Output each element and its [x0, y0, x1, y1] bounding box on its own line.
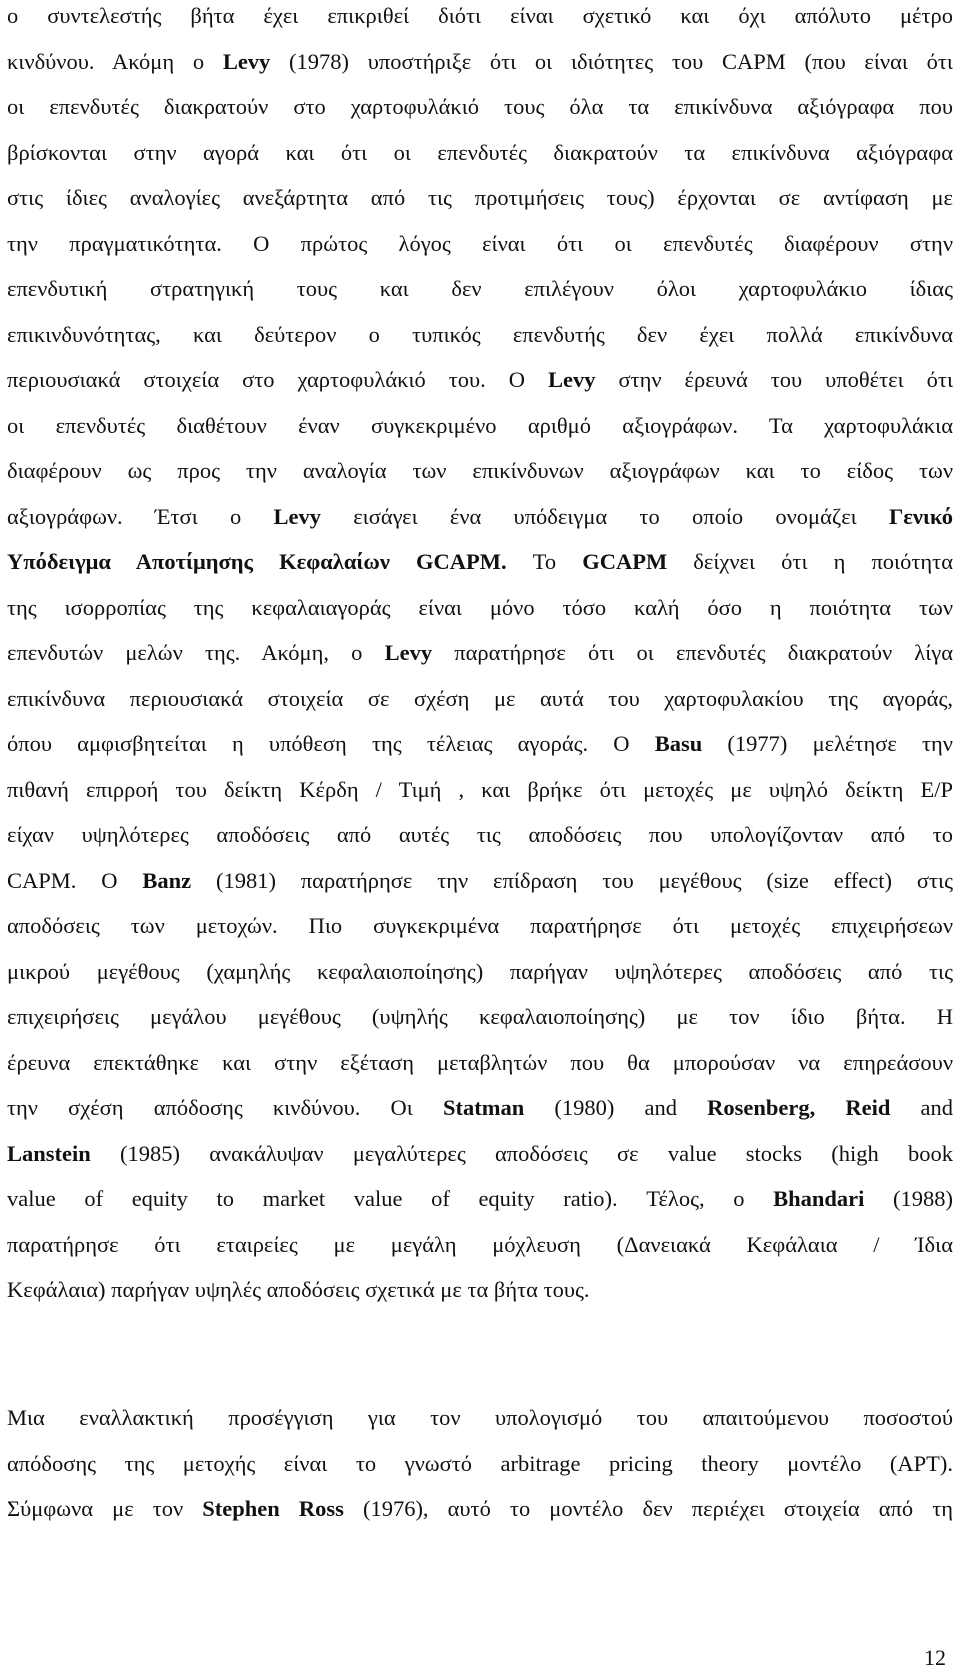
text-run: εισάγει ένα υπόδειγμα το οποίο ονομάζει — [320, 503, 889, 529]
text-line — [7, 820, 953, 850]
text-run: απόδοσης της μετοχής είναι το γνωστό arbitrage pricing theory μοντέλο (APT). — [7, 1450, 953, 1476]
text-line — [7, 1002, 953, 1032]
text-line — [7, 1048, 953, 1078]
text-line — [7, 1184, 953, 1214]
bold-text: Statman — [442, 1095, 525, 1120]
text-line — [7, 183, 953, 213]
bold-text: Υπόδειγμα Αποτίμησης Κεφαλαίων GCAPM. — [7, 549, 507, 574]
text-line — [7, 456, 953, 486]
text-line — [7, 274, 953, 304]
bold-text: Bhandari — [773, 1186, 865, 1211]
bold-text: Levy — [222, 48, 271, 74]
text-run: ο συντελεστής βήτα έχει επικριθεί διότι είναι σχετικό και όχι απόλυτο μέτρο — [7, 3, 953, 28]
text-line — [7, 547, 953, 577]
text-run: and — [890, 1095, 953, 1120]
text-run: διαφέρουν ως προς την αναλογία των επικίνδυνων αξιογράφων και το είδος των — [7, 458, 953, 483]
text-line — [7, 138, 953, 168]
text-run: επικίνδυνα περιουσιακά στοιχεία σε σχέση με αυτά του χαρτοφυλακίου της αγοράς, — [7, 685, 953, 711]
text-run: Μια εναλλακτική προσέγγιση για τον υπολογισμό του απαιτούμενου ποσοστού — [7, 1405, 953, 1430]
text-run: οι επενδυτές διαθέτουν έναν συγκεκριμένο αριθμό αξιογράφων. Τα χαρτοφυλάκια — [7, 412, 953, 438]
bold-text: Lanstein — [7, 1140, 91, 1166]
text-line — [7, 775, 953, 805]
bold-text: Rosenberg, Reid — [707, 1095, 891, 1120]
bold-text: Levy — [384, 640, 433, 665]
text-run: παρατήρησε ότι οι επενδυτές διακρατούν λίγα — [432, 640, 953, 665]
text-run: περιουσιακά στοιχεία στο χαρτοφυλάκιό του. Ο — [7, 367, 548, 392]
text-line — [7, 911, 953, 941]
text-line — [7, 638, 953, 668]
text-run: επιχειρήσεις μεγάλου μεγέθους (υψηλής κεφαλαιοποίησης) με τον ίδιο βήτα. Η — [7, 1004, 953, 1029]
text-run: CAPM. Ο — [7, 867, 143, 893]
text-run: της ισορροπίας της κεφαλαιαγοράς είναι μόνο τόσο καλή όσο η ποιότητα των — [7, 594, 953, 620]
text-line — [7, 47, 953, 77]
text-line — [7, 866, 953, 896]
text-line — [7, 1139, 953, 1169]
text-line — [7, 1230, 953, 1260]
text-run: (1977) μελέτησε την — [702, 731, 953, 756]
text-line — [7, 92, 953, 122]
text-run: αποδόσεις των μετοχών. Πιο συγκεκριμένα παρατήρησε ότι μετοχές επιχειρήσεων — [7, 913, 953, 938]
text-line — [7, 320, 953, 350]
text-line — [7, 1, 953, 31]
text-run: έρευνα επεκτάθηκε και στην εξέταση μεταβλητών που θα μπορούσαν να επηρεάσουν — [7, 1049, 953, 1075]
text-line — [7, 957, 953, 987]
text-run: οι επενδυτές διακρατούν στο χαρτοφυλάκιό τους όλα τα επικίνδυνα αξιόγραφα που — [7, 94, 953, 119]
text-run: επικινδυνότητας, και δεύτερον ο τυπικός επενδυτής δεν έχει πολλά επικίνδυνα — [7, 321, 953, 347]
text-run: αξιογράφων. Έτσι ο — [7, 503, 274, 529]
bold-text: Levy — [273, 503, 321, 529]
text-run: (1976), αυτό το μοντέλο δεν περιέχει στοιχεία από τη — [343, 1496, 953, 1521]
text-line — [7, 684, 953, 714]
text-line — [7, 411, 953, 441]
text-run: την πραγματικότητα. Ο πρώτος λόγος είναι ότι οι επενδυτές διαφέρουν στην — [7, 230, 953, 256]
text-line — [7, 729, 953, 759]
text-run: κινδύνου. Ακόμη ο — [7, 48, 223, 74]
text-run: Το — [506, 549, 583, 574]
text-run: (1981) παρατήρησε την επίδραση του μεγέθους (size effect) στις — [191, 867, 953, 893]
text-run: όπου αμφισβητείται η υπόθεση της τέλειας αγοράς. Ο — [7, 731, 655, 756]
text-run: στις ίδιες αναλογίες ανεξάρτητα από τις προτιμήσεις τους) έρχονται σε αντίφαση με — [7, 185, 953, 210]
bold-text: Basu — [654, 731, 703, 756]
text-run: Κεφάλαια) παρήγαν υψηλές αποδόσεις σχετικά με τα βήτα τους. — [7, 1277, 590, 1302]
text-run: (1985) ανακάλυψαν μεγαλύτερες αποδόσεις σε value stocks (high book — [90, 1140, 953, 1166]
text-run: value of equity to market value of equity ratio). Τέλος, ο — [7, 1186, 774, 1211]
text-run: βρίσκονται στην αγορά και ότι οι επενδυτές διακρατούν τα επικίνδυνα αξιόγραφα — [7, 139, 953, 165]
page-number: 12 — [924, 1645, 946, 1670]
text-run: την σχέση απόδοσης κινδύνου. Οι — [7, 1095, 443, 1120]
text-line — [7, 1093, 953, 1123]
bold-text: Stephen Ross — [202, 1496, 344, 1521]
text-line — [7, 502, 953, 532]
text-run: δείχνει ότι η ποιότητα — [667, 549, 953, 574]
text-run: Σύμφωνα με τον — [7, 1496, 203, 1521]
text-run: είχαν υψηλότερες αποδόσεις από αυτές τις αποδόσεις που υπολογίζονταν από το — [7, 822, 953, 847]
bold-text: Γενικό — [888, 503, 953, 529]
bold-text: GCAPM — [582, 549, 668, 574]
text-run: παρατήρησε ότι εταιρείες με μεγάλη μόχλευση (Δανειακά Κεφάλαια / Ίδια — [7, 1231, 953, 1257]
text-line — [7, 593, 953, 623]
text-line — [7, 1449, 953, 1479]
text-line — [7, 1494, 953, 1524]
text-line — [7, 1403, 953, 1433]
text-run: πιθανή επιρροή του δείκτη Κέρδη / Τιμή , και βρήκε ότι μετοχές με υψηλό δείκτη Ε/Ρ — [7, 776, 953, 802]
bold-text: Levy — [547, 367, 596, 392]
text-line — [7, 365, 953, 395]
text-run: (1980) and — [524, 1095, 708, 1120]
text-run: (1978) υποστήριξε ότι οι ιδιότητες του CAPM (που είναι ότι — [270, 48, 953, 74]
text-line — [7, 1275, 953, 1305]
text-run: μικρού μεγέθους (χαμηλής κεφαλαιοποίησης) παρήγαν υψηλότερες αποδόσεις από τις — [7, 958, 953, 984]
text-line — [7, 229, 953, 259]
text-run: επενδυτική στρατηγική τους και δεν επιλέγουν όλοι χαρτοφυλάκιο ίδιας — [7, 276, 953, 301]
text-run: (1988) — [864, 1186, 953, 1211]
text-run: στην έρευνά του υποθέτει ότι — [595, 367, 953, 392]
bold-text: Banz — [142, 867, 192, 893]
text-run: επενδυτών μελών της. Ακόμη, ο — [7, 640, 385, 665]
